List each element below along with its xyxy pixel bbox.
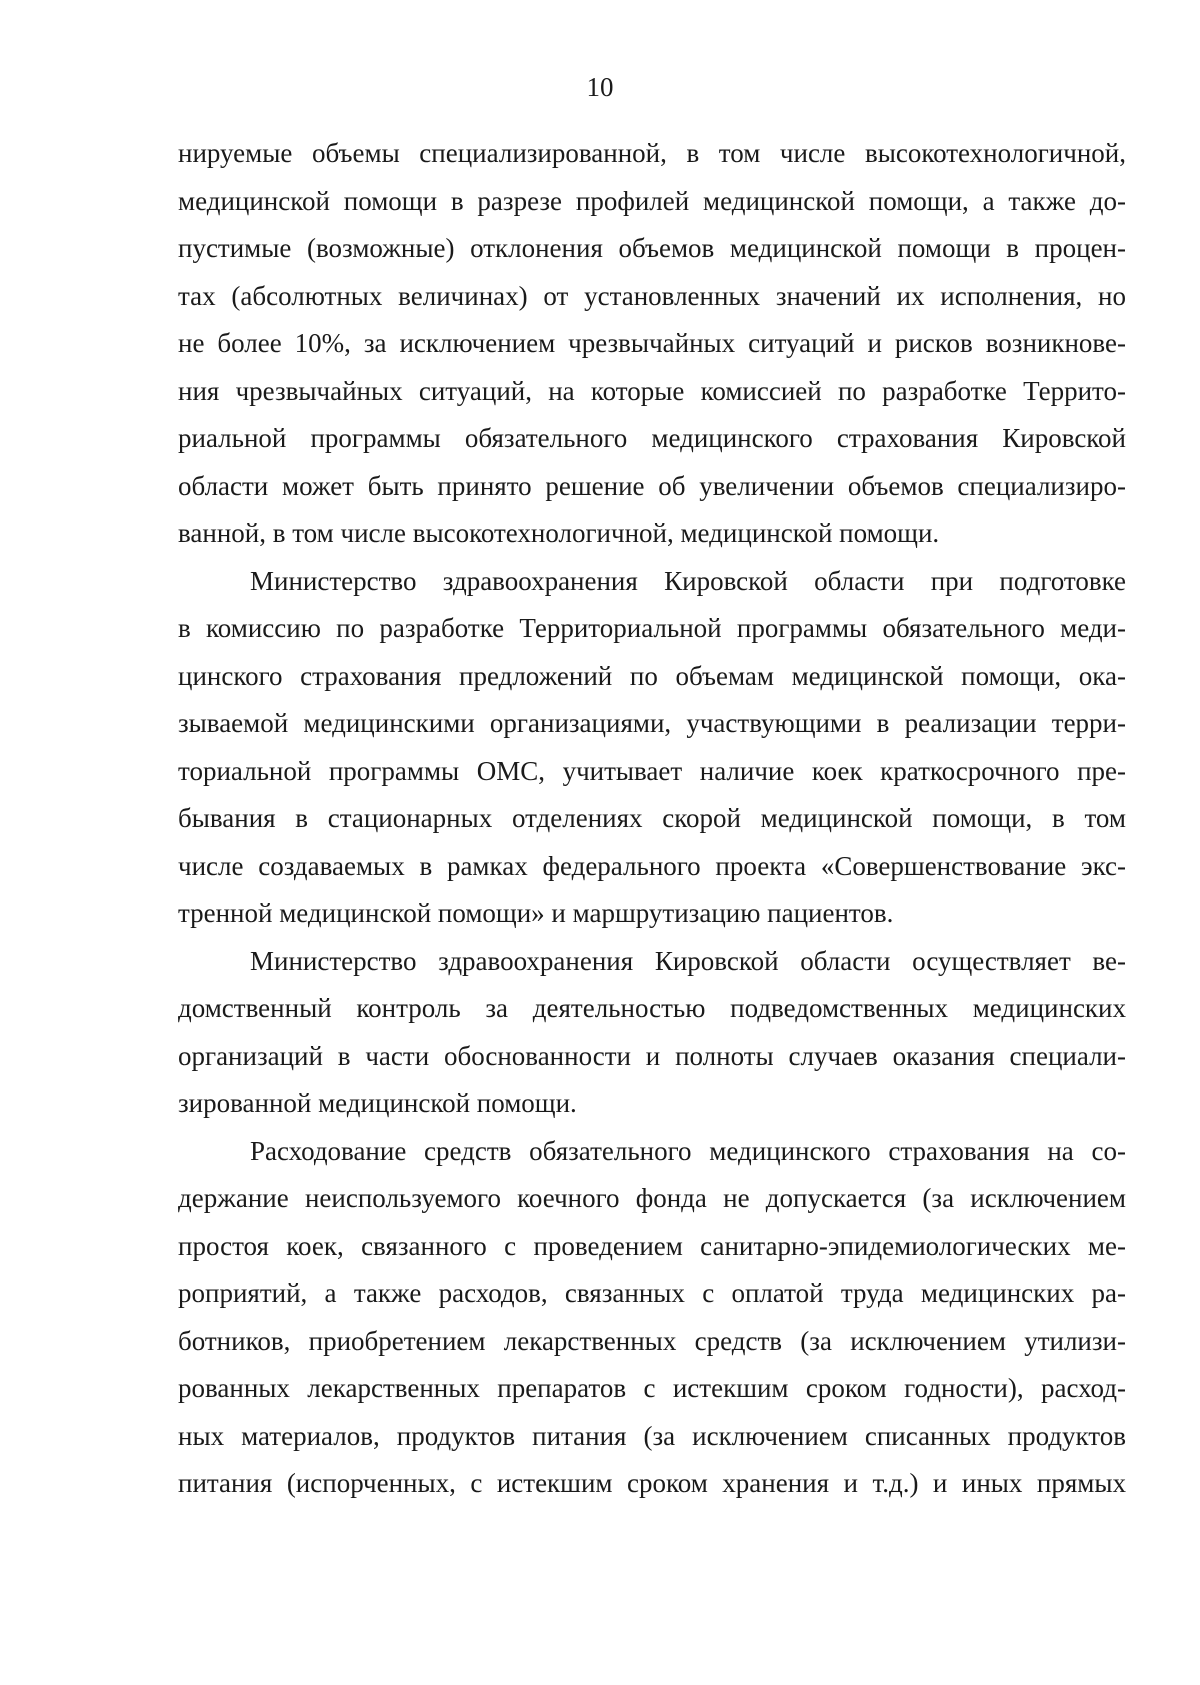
text-line: зированной медицинской помощи.	[178, 1088, 577, 1118]
text-line: домственный контроль за деятельностью подведомственных медицинских	[178, 993, 1126, 1023]
page-number: 10	[586, 72, 614, 102]
paragraph-4	[178, 1128, 1126, 1508]
text-line: Министерство здравоохранения Кировской области при подготовке	[250, 565, 1126, 596]
text-line: простоя коек, связанного с проведением санитарно-эпидемиологических ме-	[178, 1230, 1126, 1261]
text-line: Расходование средств обязательного медицинского страхования на со-	[250, 1135, 1126, 1166]
text-line: ботников, приобретением лекарственных средств (за исключением утилизи-	[178, 1325, 1126, 1356]
paragraph-1	[178, 130, 1126, 558]
text-line: тренной медицинской помощи» и маршрутизацию пациентов.	[178, 898, 894, 928]
text-line: не более 10%, за исключением чрезвычайных ситуаций и рисков возникнове-	[178, 328, 1126, 358]
paragraph-2	[178, 558, 1126, 938]
text-line: питания (испорченных, с истекшим сроком хранения и т.д.) и иных прямых	[178, 1468, 1126, 1498]
text-line: области может быть принято решение об увеличении объемов специализиро-	[178, 470, 1126, 501]
text-line: тах (абсолютных величинах) от установленных значений их исполнения, но	[178, 280, 1126, 311]
text-line: бывания в стационарных отделениях скорой медицинской помощи, в том	[178, 803, 1126, 833]
paragraph-3	[178, 938, 1126, 1128]
text-line: роприятий, а также расходов, связанных с оплатой труда медицинских ра-	[178, 1278, 1126, 1308]
text-line: числе создаваемых в рамках федерального проекта «Совершенствование экс-	[178, 850, 1126, 881]
text-line: ториальной программы ОМС, учитывает наличие коек краткосрочного пре-	[178, 755, 1126, 786]
text-line: рованных лекарственных препаратов с истекшим сроком годности), расход-	[178, 1373, 1126, 1403]
text-line: цинского страхования предложений по объемам медицинской помощи, ока-	[178, 660, 1126, 691]
text-line: организаций в части обоснованности и полноты случаев оказания специали-	[178, 1040, 1126, 1071]
text-line: риальной программы обязательного медицинского страхования Кировской	[178, 423, 1126, 453]
text-line: медицинской помощи в разрезе профилей медицинской помощи, а также до-	[178, 185, 1126, 216]
text-line: в комиссию по разработке Территориальной программы обязательного меди-	[178, 613, 1126, 643]
text-line: ванной, в том числе высокотехнологичной, медицинской помощи.	[178, 518, 940, 548]
text-line: пустимые (возможные) отклонения объемов медицинской помощи в процен-	[178, 233, 1126, 263]
text-line: зываемой медицинскими организациями, участвующими в реализации терри-	[178, 708, 1126, 738]
document-body	[178, 130, 1126, 1508]
text-line: Министерство здравоохранения Кировской области осуществляет ве-	[250, 945, 1126, 976]
text-line: ных материалов, продуктов питания (за исключением списанных продуктов	[178, 1420, 1126, 1451]
text-line: держание неиспользуемого коечного фонда не допускается (за исключением	[178, 1183, 1126, 1213]
text-line: нируемые объемы специализированной, в том числе высокотехнологичной,	[178, 138, 1126, 168]
text-line: ния чрезвычайных ситуаций, на которые комиссией по разработке Террито-	[178, 375, 1126, 406]
